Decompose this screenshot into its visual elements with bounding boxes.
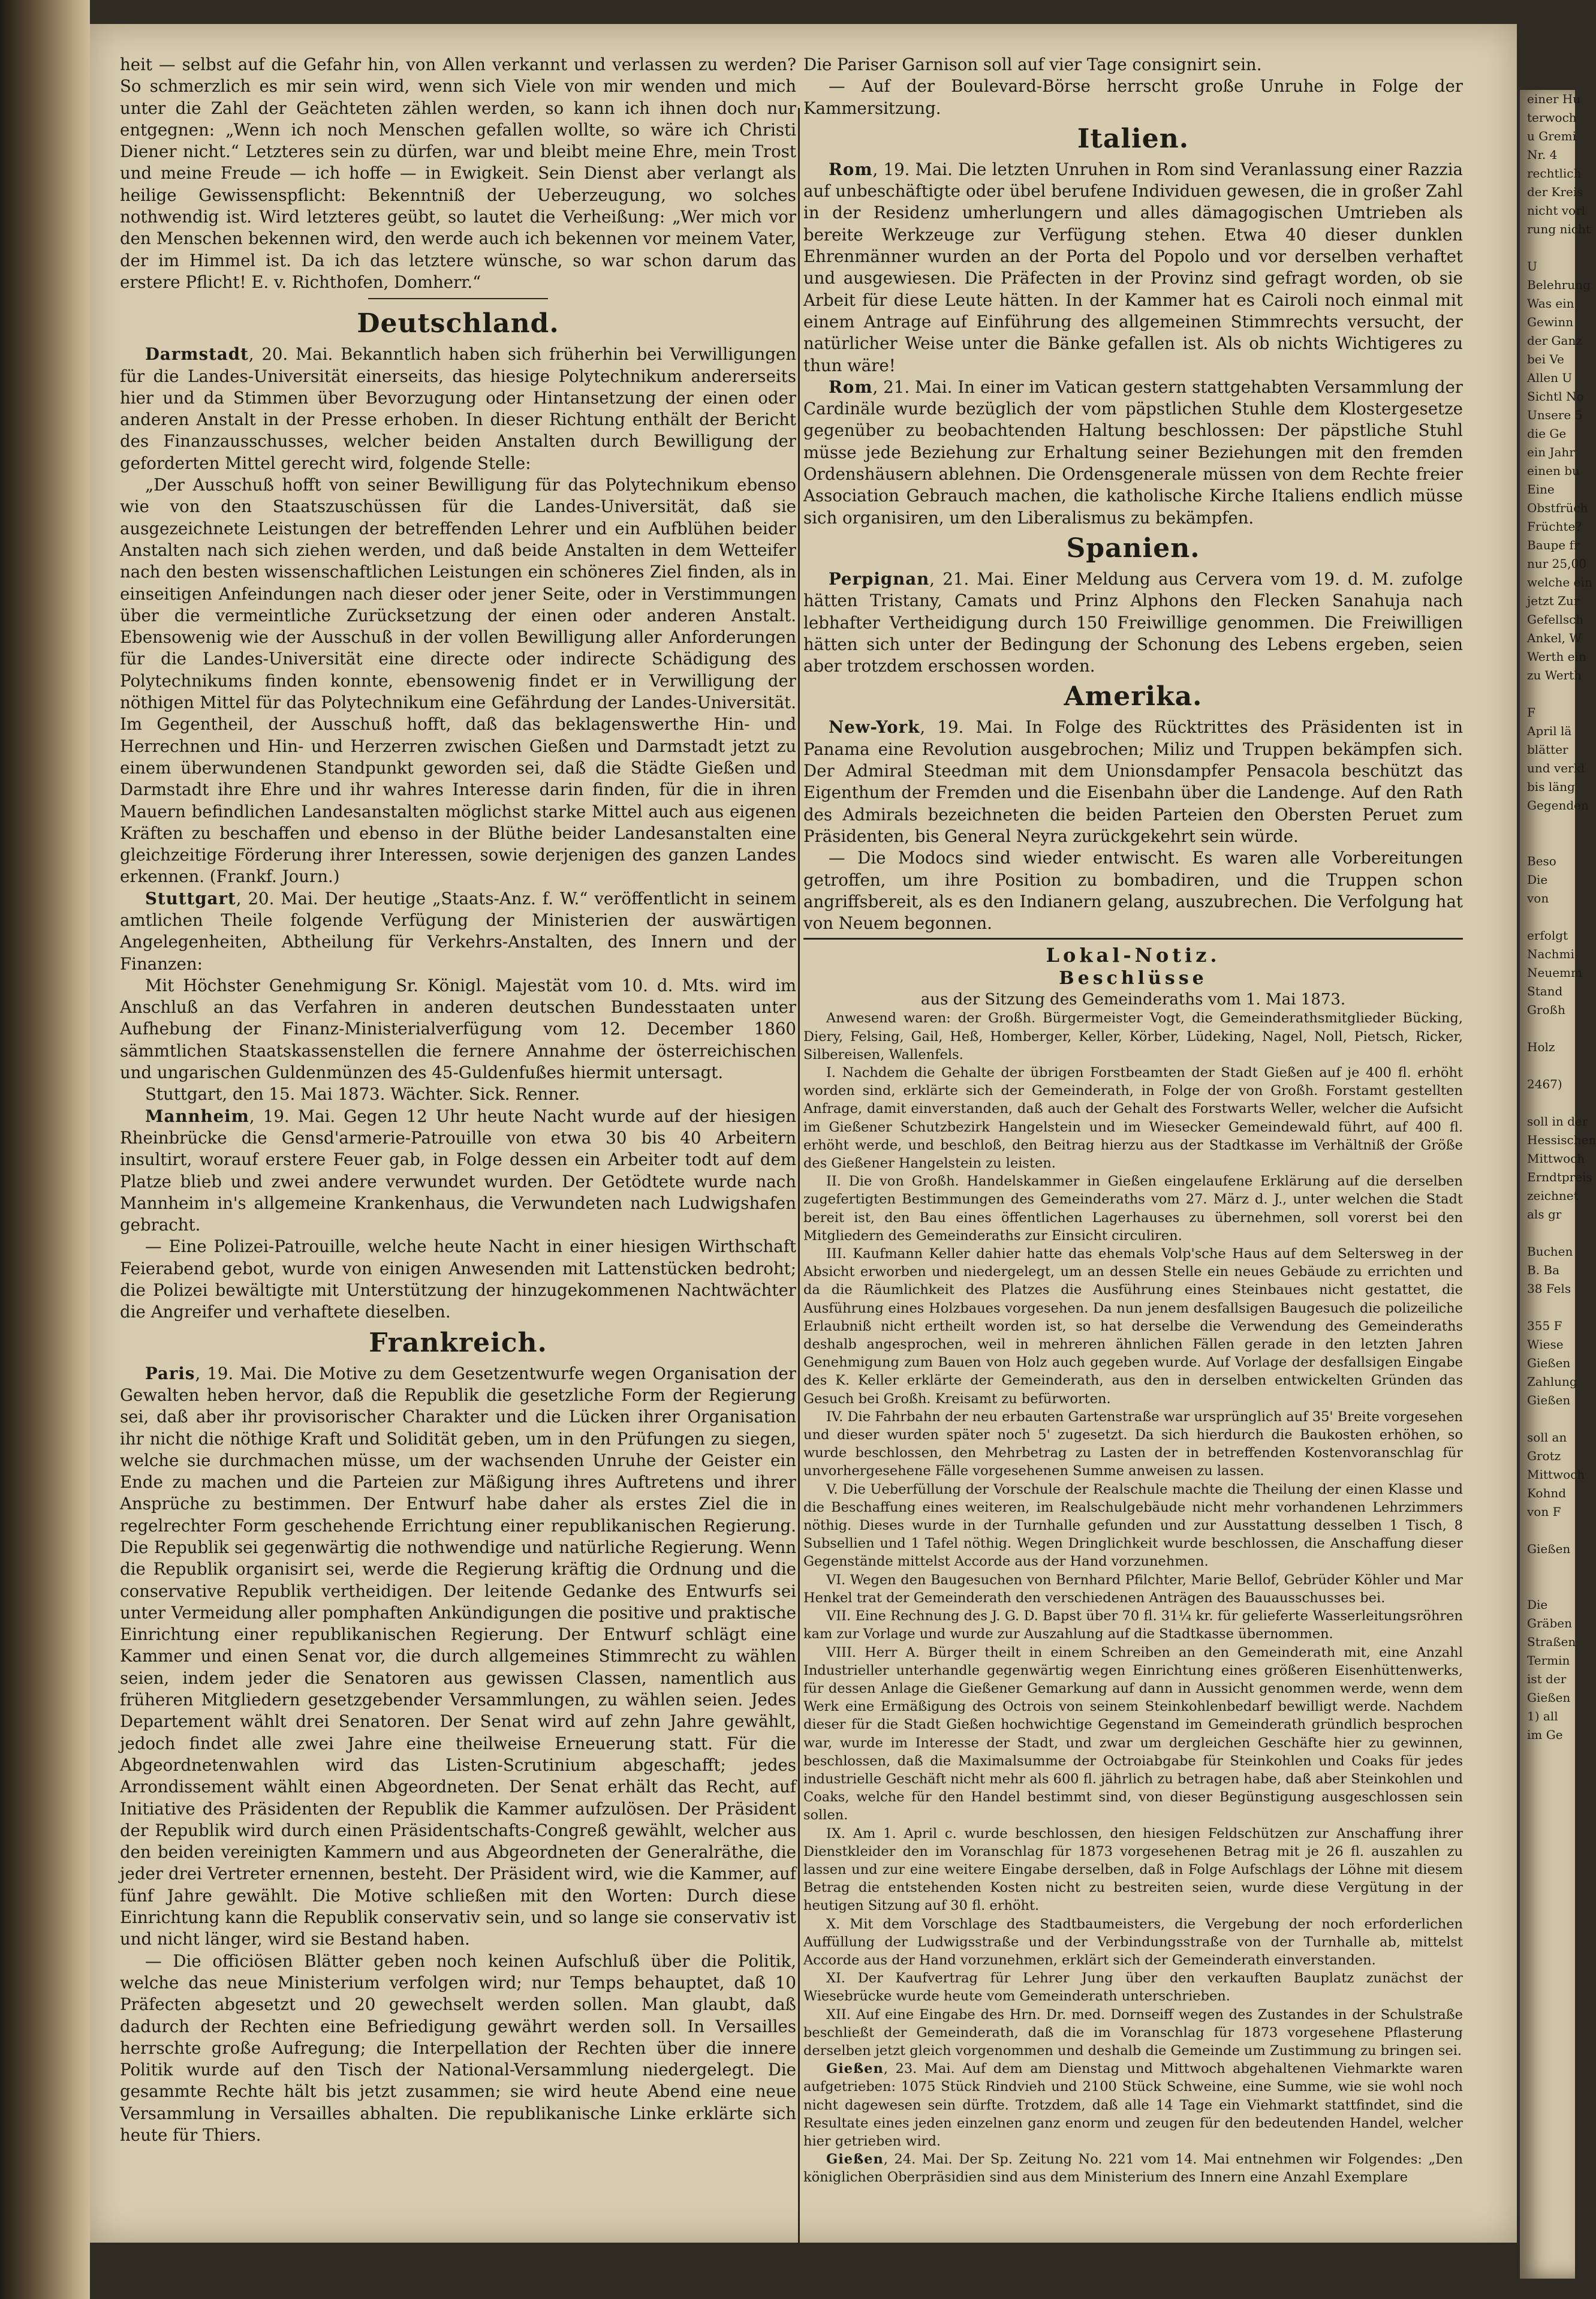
next-page-fragment [1520, 1558, 1575, 1577]
beschluss-item: II. Die von Großh. Handelskammer in Gießen eingelaufene Erklärung auf die derselben zugefertigten Bestimmungen des Gemeinderaths vom 27. März d. J., unter welchen die Stadt bereit ist, den Bau eines öffentlichen Lagerhauses zu übernehmen, soll vorerst bei den Mitgliedern des Gemeinderaths zur Einsicht circuliren. [803, 1173, 1463, 1244]
next-page-fragment: Belehrung [1527, 278, 1591, 292]
section-heading-deutschland: Deutschland. [357, 308, 559, 339]
intro-paragraph: heit — selbst auf die Gefahr hin, von Allen verkannt und verlassen zu werden? So schmerzlich es mir sein wird, wenn sich Viele von mir wenden und mich unter die Zahl der Geächteten zählen werden, so kann ich ihnen doch nur entgegnen: „Wenn ich noch Menschen gefallen wollte, so wäre ich Christi Diener nicht.“ Letzteres sein zu dürfen, war und bleibt meine Ehre, mein Trost und meine Freude — ich hoffe — in Ewigkeit. Sein Dienst aber verlangt als heilige Gewissenspflicht: Bekenntniß der Ueberzeugung, wo solches nothwendig ist. Wird letzteres geübt, so lautet die Verheißung: „Wer mich vor den Menschen bekennen wird, den werde auch ich bekennen vor meinem Vater, der im Himmel ist. Da ich das letztere wünsche, so war schon darum das erstere Pflicht! E. v. Richthofen, Domherr.“ [120, 55, 796, 292]
beschluesse-body [803, 1009, 1463, 2186]
column-divider [798, 108, 800, 2243]
next-page-fragment [1520, 1577, 1575, 1596]
beschluesse-subheading: aus der Sitzung des Gemeinderaths vom 1. Mai 1873. [920, 991, 1346, 1009]
next-page-fragment: rung nicht [1527, 222, 1591, 236]
next-page-fragment: terwoch [1527, 110, 1577, 125]
article-perpignan: Perpignan, 21. Mai. Einer Meldung aus Cervera vom 19. d. M. zufolge hätten Tristany, Camats und Prinz Alphons den Flecken Sanahuja nach lebhafter Vertheidigung durch 150 Freiwillige genommen. Die Freiwilligen hätten sich unter der Bedingung der Schonung des Lebens ergeben, seien aber trotzdem erschossen worden. [803, 568, 1463, 676]
next-page-fragment: April lä [1527, 724, 1572, 738]
next-page-fragment: 2467) [1527, 1077, 1562, 1091]
next-page-fragment [1520, 815, 1575, 833]
next-page-fragment: Zahlung [1527, 1374, 1577, 1389]
next-page-fragment: Die [1527, 872, 1548, 887]
article-stuttgart-signature: Stuttgart, den 15. Mai 1873. Wächter. Sick. Renner. [145, 1084, 580, 1105]
next-page-fragments [1520, 90, 1596, 1744]
next-page-fragment: bei Ve [1527, 352, 1564, 366]
next-page-fragment: Gießen [1527, 1356, 1571, 1370]
next-page-fragment: die Ge [1527, 426, 1567, 441]
next-page-fragment: F [1527, 705, 1535, 720]
next-page-fragment: 38 Fels [1527, 1281, 1571, 1296]
next-page-fragment: Gießen [1527, 1542, 1571, 1556]
next-page-fragment: bis läng [1527, 780, 1575, 794]
next-page-fragment: Gewinn [1527, 315, 1574, 329]
article-new-york: New-York, 19. Mai. In Folge des Rücktrittes des Präsidenten ist in Panama eine Revolution ausgebrochen; Miliz und Truppen bekämpfen sich. Der Admiral Steedman mit dem Unionsdampfer Pensacola beschützt das Eigenthum der Fremden und die Eisenbahn über die Landenge. Auf den Rath des Admirals bezeichneten die beiden Parteien den Obersten Peruet zum Präsidenten, bis General Neyra zurückgekehrt sein würde. [803, 717, 1463, 846]
next-page-fragment: Gefellsch [1527, 612, 1584, 627]
article-rom-2: Rom, 21. Mai. In einer im Vatican gestern stattgehabten Versammlung der Cardinäle wurde bezüglich der vom päpstlichen Stuhle dem Klostergesetze gegenüber zu beobachtenden Haltung beschlossen: Der päpstliche Stuhl müsse jede Beziehung zur Erhaltung seiner Beziehungen mit den fremden Ordenshäusern ablehnen. Die Ordensgenerale müssen von dem Rechte freier Association Gebrauch machen, die katholische Kirche Italiens endlich müsse sich organisiren, um den Liberalismus zu bekämpfen. [803, 377, 1463, 528]
divider [368, 298, 548, 299]
right-column [803, 54, 1463, 2187]
article-paris-continued: Die Pariser Garnison soll auf vier Tage consignirt sein. [803, 55, 1262, 74]
next-page-fragment: B. Ba [1527, 1263, 1560, 1277]
next-page-fragment: Gießen [1527, 1393, 1571, 1407]
next-page-fragment [1520, 1521, 1575, 1540]
beschluss-item: V. Die Ueberfüllung der Vorschule der Realschule machte die Theilung der einen Klasse und die Beschaffung eines weiteren, im Realschulgebäude nicht mehr vorhandenen Lehrzimmers nöthig. Dieses wurde in der Turnhalle gefunden und zur Ausstattung desselben 1 Tisch, 8 Subsellien und 1 Tafel nöthig. Wegen Dringlichkeit wurde beschlossen, die Anschaffung dieser Gegenstände mittelst Accorde aus der Hand vorzunehmen. [803, 1481, 1463, 1570]
next-page-fragment: einen bu [1527, 464, 1580, 478]
beschluss-item: VI. Wegen den Baugesuchen von Bernhard Pfilchter, Marie Bellof, Gebrüder Köhler und Mar Henkel trat der Gemeinderath den verschiedenen Anträgen des Bauausschusses bei. [803, 1572, 1463, 1606]
next-page-fragment: Straßen [1527, 1635, 1576, 1649]
next-page-fragment: Ankel, W [1527, 631, 1582, 645]
next-page-fragment [1520, 908, 1575, 926]
beschluss-item: IX. Am 1. April c. wurde beschlossen, den hiesigen Feldschützen zur Anschaffung ihrer Dienstkleider den im Voranschlag für 1873 vorgesehenen Betrag mit je 26 fl. auszahlen zu lassen und zur eine weitere Eingabe derselben, daß in Folge Aufschlags der Löhne mit diesem Betrag die entstehenden Kosten nicht zu bestreiten seien, wurde diese Vergütung in der heutigen Sitzung auf 30 fl. erhöht. [803, 1825, 1463, 1914]
beschluss-item: VIII. Herr A. Bürger theilt in einem Schreiben an den Gemeinderath mit, eine Anzahl Industrieller unterhandle gegenwärtig wegen Einrichtung eines größeren Eisenhüttenwerks, für dessen Anlage die Gießener Gemarkung auf dann in Aussicht genommen werde, wenn dem Werk eine Ermäßigung des Octrois von seinem Steinkohlenbedarf bewilligt werde. Nachdem dieser für die Stadt Gießen hochwichtige Gegenstand im Gemeinderath gründlich besprochen war, wurde im Interesse der Stadt, und zwar um dergleichen Geschäfte hier zu gewinnen, beschlossen, daß die Maximalsumme der Octroiabgabe für Steinkohlen und Coaks für jedes industrielle Geschäft nicht mehr als 600 fl. jährlich zu betragen habe, daß aber Steinkohlen und Coaks, welche für den Handel bestimmt sind, von dieser Begünstigung ausgeschlossen sein sollen. [803, 1644, 1463, 1823]
next-page-fragment: nicht vorl [1527, 203, 1586, 218]
article-stuttgart: Stuttgart, 20. Mai. Der heutige „Staats-Anz. f. W.“ veröffentlicht in seinem amtlichen Theile folgende Verfügung der Ministerien der auswärtigen Angelegenheiten, Abtheilung für Verkehrs-Anstalten, des Innern und der Finanzen: [120, 888, 797, 974]
section-heading-lokal: Lokal-Notiz. [1046, 944, 1221, 967]
next-page-fragment [1520, 685, 1575, 703]
next-page-fragment: Wiese [1527, 1337, 1564, 1352]
next-page-fragment: von F [1527, 1504, 1561, 1519]
next-page-fragment: rechtlich [1527, 166, 1582, 180]
article-paris: Paris, 19. Mai. Die Motive zu dem Gesetzentwurfe wegen Organisation der Gewalten heben hervor, daß die Republik die gesetzliche Form der Regierung sei, daß aber ihr provisorischer Charakter und die Lücken ihrer Organisation ihr nicht die nöthige Kraft und Solidität geben, um in den Prüfungen zu siegen, welche sie durchmachen müsse, um der wachsenden Unruhe der Geister ein Ende zu machen und die Parteien zur Mäßigung ihres Auftretens und ihrer Ansprüche zu bestimmen. Der Entwurf habe daher als erstes Ziel die in regelrechter Form geschehende Errichtung einer republikanischen Regierung. Die Republik sei gegenwärtig die nothwendige und natürliche Regierung. Wenn die Republik organisirt sei, werde die Regierung kräftig die Ordnung und die conservative Republik vertheidigen. Der leitende Gedanke des Entwurfs sei unter Vermeidung aller pomphaften Ankündigungen die positive und praktische Einrichtung einer republikanischen Regierung. Der Entwurf schlägt eine Kammer und einen Senat vor, die durch allgemeines Stimmrecht zu wählen seien, indem jeder die Senatoren aus gewissen Classen, namentlich aus früheren Mitgliedern gesetzgebender Versammlungen, zu wählen seien. Jedes Departement wählt drei Senatoren. Der Senat wird auf zehn Jahre gewählt, jedoch findet alle zwei Jahre eine theilweise Erneuerung statt. Für die Abgeordnetenwahlen wird das Listen-Scrutinium abgeschafft; jedes Arrondissement wählt einen Abgeordneten. Der Senat erhält das Recht, auf Initiative des Präsidenten der Republik die Kammer aufzulösen. Der Präsident der Republik wird durch einen Präsidentschafts-Congreß gewählt, welcher aus den beiden vereinigten Kammern und aus Abgeordneten der Generalräthe, die jeder drei Vertreter ernennen, besteht. Der Präsident wird, wie die Kammer, auf fünf Jahre gewählt. Die Motive schließen mit den Worten: Durch diese Einrichtung kann die Republik conservativ sein, und so lange sie conservativ ist und nicht länger, wird sie Bestand haben. [120, 1363, 797, 1949]
article-mannheim: Mannheim, 19. Mai. Gegen 12 Uhr heute Nacht wurde auf der hiesigen Rheinbrücke die Gensd'armerie-Patrouille von etwa 30 bis 40 Arbeitern insultirt, worauf erstere Feuer gab, in Folge dessen ein Arbeiter todt auf dem Platze blieb und zwei andere verwundet wurden. Der Getödtete wurde nach Mannheim in's allgemeine Krankenhaus, die Verwundeten nach Ludwigshafen gebracht. [120, 1106, 797, 1235]
left-column [120, 54, 796, 2146]
next-page-fragment: ist der [1527, 1672, 1567, 1686]
section-heading-frankreich: Frankreich. [369, 1327, 547, 1358]
next-page-fragment: Großh [1527, 1003, 1565, 1017]
next-page-fragment: u Gremi [1527, 129, 1576, 143]
next-page-fragment: der Ganz [1527, 333, 1582, 348]
next-page-fragment: Grotz [1527, 1449, 1561, 1463]
next-page-fragment: Nr. 4 [1527, 148, 1558, 162]
next-page-fragment: Gießen [1527, 1690, 1571, 1705]
next-page-fragment: Stand [1527, 984, 1563, 998]
beschluss-item: XII. Auf eine Eingabe des Hrn. Dr. med. Dornseiff wegen des Zustandes in der Schulstraße beschließt der Gemeinderath, daß die im Voranschlag für 1873 vorgesehene Pflasterung derselben jetzt gleich vorgenommen und deshalb die Gemeinde um Zustimmung zu bringen sei. [803, 2006, 1463, 2059]
section-heading-spanien: Spanien. [1066, 532, 1200, 564]
next-page-fragment: als gr [1527, 1207, 1562, 1221]
next-page-edge [1520, 90, 1596, 2279]
next-page-fragment: Die [1527, 1597, 1548, 1612]
next-page-fragment [1520, 239, 1575, 257]
next-page-fragment: erfolgt [1527, 928, 1568, 943]
next-page-fragment: Unsere 5 [1527, 408, 1583, 422]
next-page-fragment: Gräben [1527, 1616, 1572, 1630]
next-page-fragment: welche ein [1527, 575, 1592, 589]
next-page-fragment: Holz [1527, 1040, 1555, 1054]
next-page-fragment: zu Werth [1527, 668, 1582, 682]
next-page-fragment: der Kreis [1527, 185, 1583, 199]
section-heading-amerika: Amerika. [1064, 681, 1203, 712]
next-page-fragment: Baupe fr [1527, 538, 1580, 552]
next-page-fragment: soll in der [1527, 1114, 1588, 1129]
beschluss-item: VII. Eine Rechnung des J. G. D. Bapst über 70 fl. 31¼ kr. für gelieferte Wasserleitungsröhren kam zur Vorlage und wurde zur Auszahlung auf die Stadtkasse übernommen. [803, 1608, 1463, 1642]
beschluss-item: I. Nachdem die Gehalte der übrigen Forstbeamten der Stadt Gießen auf je 400 fl. erhöht worden sind, erklärte sich der Gemeinderath, in Folge der von Großh. Forstamt gestellten Anfrage, damit einverstanden, daß auch der Gehalt des Forstwarts Weller, welcher die Aufsicht im Gießener Schutzbezirk Hangelstein und im Wiesecker Gemeindewald führt, auf 400 fl. erhöht werde, und beschloß, den Beitrag hierzu aus der Stadtkasse im Verhältniß der Größe des Gießener Hangelstein zu leisten. [803, 1065, 1463, 1172]
beschluss-item: IV. Die Fahrbahn der neu erbauten Gartenstraße war ursprünglich auf 35' Breite vorgesehen und dieser wurden später noch 5' zugesetzt. Da sich hierdurch die Baukosten erhöhen, so wurde beschlossen, den Mehrbetrag zu Lasten der in betreffenden Kostenvoranschlag für unvorhergesehene Fälle vorgesehenen Summe anweisen zu lassen. [803, 1409, 1463, 1479]
article-darmstadt: Darmstadt, 20. Mai. Bekanntlich haben sich früherhin bei Verwilligungen für die Landes-Universität einerseits, das hiesige Polytechnikum andererseits hier und da Stimmen über Bevorzugung oder Hintansetzung der einen oder anderen Anstalt in der Presse erhoben. In dieser Richtung enthält der Bericht des Finanzausschusses, welcher beiden Anstalten durch Bewilligung der geforderten Mittel gerecht wird, folgende Stelle: [120, 344, 796, 473]
next-page-fragment: U [1527, 259, 1537, 273]
next-page-fragment: Eine [1527, 482, 1555, 496]
next-page-fragment: und verkl [1527, 761, 1585, 775]
next-page-fragment [1520, 1019, 1575, 1038]
anwesend-list: Anwesend waren: der Großh. Bürgermeister Vogt, die Gemeinderathsmitglieder Bücking, Diery, Felsing, Gail, Heß, Homberger, Keller, Körber, Lüdeking, Nagel, Noll, Pietsch, Ricker, Silbereisen, Wallenfels. [803, 1010, 1463, 1063]
article-darmstadt-quote: „Der Ausschuß hofft von seiner Bewilligung für das Polytechnikum ebenso wie von den Staatszuschüssen für die Landes-Universität, daß sie ausgezeichnete Leistungen der betreffenden Lehrer und ein Aufblühen beider Anstalten nach sich ziehen werden, und daß beide Anstalten in dem Wetteifer nach den besten wissenschaftlichen Leistungen ein schöneres Ziel finden, als in einseitigen Anfeindungen nach dieser oder jener Seite, oder in Verstimmungen über die vermeintliche Zurücksetzung der einen oder anderen Anstalt. Ebensowenig wie der Ausschuß in der vollen Bewilligung aller Anforderungen für die Landes-Universität eine directe oder indirecte Schädigung des Polytechnikums finden konnte, ebensowenig findet er in Verwilligung der nöthigen Mittel für das Polytechnikum eine Gefährdung der Landes-Universität. Im Gegentheil, der Ausschuß hofft, daß das beklagenswerthe Hin- und Herrechnen und Hin- und Herzerren zwischen Gießen und Darmstadt jetzt zu einem überwundenen Standpunkt geworden sei, daß die Städte Gießen und Darmstadt ihre Ehre und ihr wahres Interesse darin finden, für die in ihren Mauern befindlichen Landesanstalten möglichst starke Mittel auch aus eigenen Kräften zu beschaffen und ebenso in der Blüthe beider Landesanstalten eine gleichzeitige Förderung ihrer Interessen, sowie derjenigen des ganzen Landes erkennen. (Frankf. Journ.) [120, 475, 796, 887]
next-page-fragment: Werth ein [1527, 649, 1586, 664]
article-paris-continued-2: — Auf der Boulevard-Börse herrscht große Unruhe in Folge der Kammersitzung. [803, 76, 1463, 118]
beschluss-item: X. Mit dem Vorschlage des Stadtbaumeisters, die Vergebung der noch erforderlichen Auffüllung der Ludwigsstraße und der Verbindungsstraße von der Turnhalle ab, mittelst Accorde aus der Hand vorzunehmen, erklärt sich der Gemeinderath einverstanden. [803, 1916, 1463, 1968]
next-page-fragment: Neuemm [1527, 965, 1582, 980]
next-page-fragment: im Ge [1527, 1728, 1563, 1742]
next-page-fragment: Sichtl No [1527, 389, 1584, 404]
section-rule [803, 938, 1463, 940]
beschluss-item: XI. Der Kaufvertrag für Lehrer Jung über den verkauften Bauplatz zunächst der Wiesebrücke wurde heute vom Gemeinderath unterschrieben. [803, 1970, 1463, 2005]
next-page-fragment: Gegenden [1527, 798, 1589, 813]
next-page-fragment: blätter [1527, 742, 1568, 757]
section-heading-italien: Italien. [1077, 123, 1190, 154]
next-page-fragment: Mittwoch [1527, 1151, 1585, 1166]
next-page-fragment: Früchte? [1527, 519, 1582, 534]
article-new-york-2: — Die Modocs sind wieder entwischt. Es waren alle Vorbereitungen getroffen, um ihre Position zu bombadiren, und die Truppen schon angriffsbereit, als es den Indianern gelang, auszubrechen. Die Verfolgung hat von Neuem begonnen. [803, 848, 1463, 934]
article-giessen-viehmarkt: Gießen, 23. Mai. Auf dem am Dienstag und Mittwoch abgehaltenen Viehmarkte waren aufgetrieben: 1075 Stück Rindvieh und 2100 Stück Schweine, eine Summe, wie sie wohl noch nicht dagewesen sein dürfte. Trotzdem, daß alle 14 Tage ein Viehmarkt stattfindet, sind die Resultate eines jeden einzelnen ganz enorm und zeugen für den bedeutenden Handel, welcher hier getrieben wird. [803, 2061, 1463, 2149]
article-paris-2: — Die officiösen Blätter geben noch keinen Aufschluß über die Politik, welche das neue Ministerium verfolgen wird; nur Temps behauptet, daß 10 Präfecten abgesetzt und 20 gewechselt werden sollen. Man glaubt, daß dadurch der Rechten eine Befriedigung gewährt werden soll. In Versailles herrschte große Aufregung; die Interpellation der Rechten über die innere Politik wurde auf den Tisch der National-Versammlung niedergelegt. Die gesammte Rechte hält bis jetzt zusammen; sie wird heute Abend eine neue Versammlung in Versailles abhalten. Die republikanische Linke erklärte sich heute für Thiers. [120, 1951, 796, 2145]
next-page-fragment: Kohnd [1527, 1486, 1567, 1500]
next-page-fragment: Allen U [1527, 371, 1573, 385]
next-page-fragment: von [1527, 891, 1549, 905]
beschluesse-heading: Beschlüsse [1059, 968, 1207, 989]
next-page-fragment [1520, 833, 1575, 852]
next-page-fragment: Termin [1527, 1653, 1570, 1668]
next-page-fragment [1520, 1057, 1575, 1075]
beschluss-item: III. Kaufmann Keller dahier hatte das ehemals Volp'sche Haus auf dem Seltersweg in der Absicht erworben und niedergelegt, um an dessen Stelle ein neues Gebäude zu errichten und da die Räumlichkeit des Platzes die Ausführung eines Steinbaues nicht gestattet, die Ausführung eines Holzbaues vorgesehen. Da nun jenem desfallsigen Baugesuch die polizeiliche Erlaubniß nicht ertheilt worden ist, so hat derselbe die Verwendung des Gemeinderaths deshalb angesprochen, weil in mehreren ähnlichen Fällen gerade in den letzten Jahren Genehmigung zum Bauen von Holz auch gegeben wurde. Auf Vorlage der desfallsigen Eingabe des K. Keller erklärte der Gemeinderath, aus den in derselben entwickelten Gründen das Gesuch bei Großh. Kreisamt zu befürworten. [803, 1246, 1463, 1407]
next-page-fragment: Was ein [1527, 296, 1574, 311]
next-page-fragment: jetzt Zur [1527, 594, 1580, 608]
next-page-fragment: Erndtpreis [1527, 1170, 1592, 1184]
book-spine [0, 0, 90, 2299]
next-page-fragment: Hessischen [1527, 1133, 1596, 1147]
next-page-fragment: 1) all [1527, 1709, 1558, 1723]
next-page-fragment: zeichnet [1527, 1188, 1579, 1203]
article-mannheim-2: — Eine Polizei-Patrouille, welche heute Nacht in einer hiesigen Wirthschaft Feierabend gebot, wurde von einigen Anwesenden mit Lattenstücken bedroht; die Polizei bewältigte mit Unterstützung der hinzugekommenen Nachtwächter die Angreifer und verhaftete dieselben. [120, 1236, 796, 1322]
next-page-fragment: Beso [1527, 854, 1556, 868]
next-page-fragment: 355 F [1527, 1319, 1562, 1333]
next-page-fragment [1520, 1094, 1575, 1112]
article-giessen-2: Gießen, 24. Mai. Der Sp. Zeitung No. 221 vom 14. Mai entnehmen wir Folgendes: „Den königlichen Oberpräsidien sind aus dem Ministerium des Innern eine Anzahl Exemplare [803, 2151, 1463, 2186]
next-page-fragment [1520, 1298, 1575, 1317]
next-page-fragment: Obstfrüch [1527, 501, 1588, 515]
next-page-fragment: ein Jahr [1527, 445, 1575, 459]
article-stuttgart-decree: Mit Höchster Genehmigung Sr. Königl. Majestät vom 10. d. Mts. wird im Anschluß an das Verfahren in anderen deutschen Bundesstaaten unter Aufhebung der Finanz-Ministerialverfügung vom 12. December 1860 sämmtlichen Staatskassenstellen die fernere Annahme der österreichischen und ungarischen Guldenmünzen des 45-Guldenfußes hiermit untersagt. [120, 975, 796, 1083]
next-page-fragment: Buchen [1527, 1244, 1573, 1259]
next-page-fragment: nur 25,00 [1527, 556, 1586, 571]
next-page-fragment [1520, 1224, 1575, 1242]
article-rom: Rom, 19. Mai. Die letzten Unruhen in Rom sind Veranlassung einer Razzia auf unbeschäftigte oder übel berufene Individuen gewesen, die in großer Zahl in der Residenz umherlungern und alles dämagogischen Umtrieben als bereite Werkzeuge zur Verfügung stehen. Etwa 40 dieser dunklen Ehrenmänner wurden an der Porta del Popolo und vor derselben verhaftet und ausgewiesen. Die Präfecten in der Provinz sind gefragt worden, ob sie Arbeit für diese Leute hätten. In der Kammer hat es Cairoli noch einmal mit einem Antrage auf Einführung des allgemeinen Stimmrechts versucht, der natürlicher Weise unter die Bänke gefallen ist. Als ob nichts Wichtigeres zu thun wäre! [803, 159, 1463, 375]
next-page-fragment: Mittwoch [1527, 1467, 1585, 1482]
next-page-fragment: Nachmi [1527, 947, 1574, 961]
next-page-fragment [1520, 1410, 1575, 1428]
next-page-fragment: einer Hu [1527, 92, 1581, 106]
next-page-fragment: soll an [1527, 1430, 1567, 1445]
